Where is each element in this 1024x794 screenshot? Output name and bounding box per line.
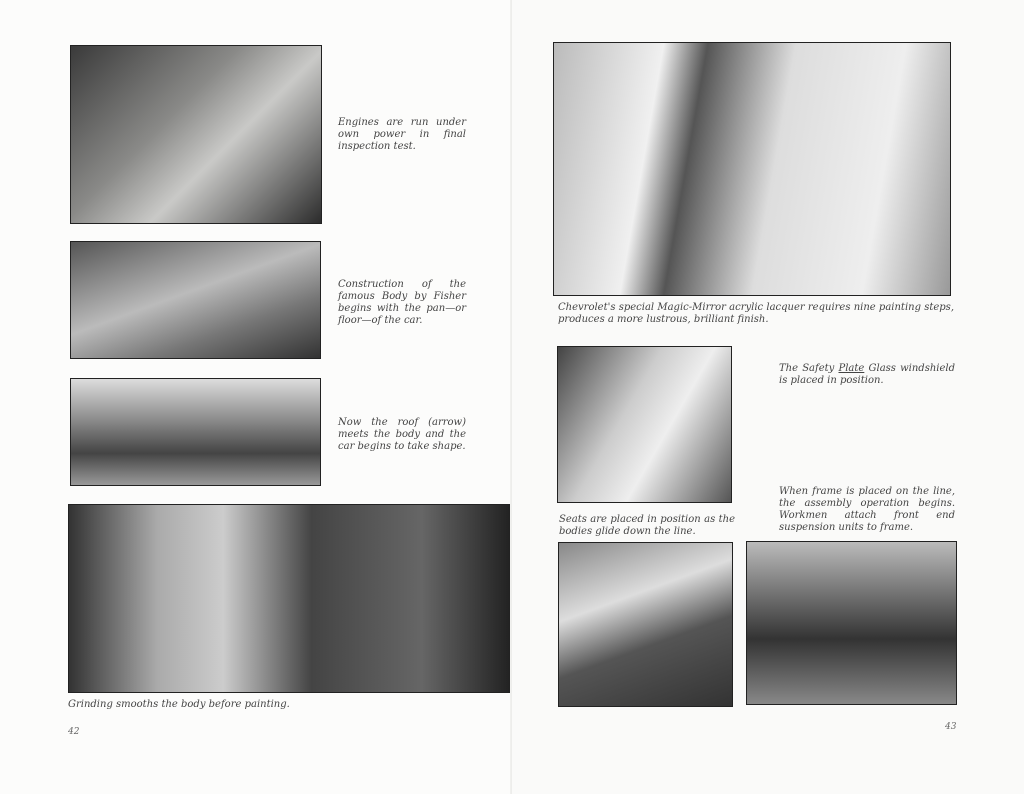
caption-windshield-plate: Plate bbox=[838, 363, 865, 374]
caption-grinding: Grinding smooths the body before painting. bbox=[68, 699, 290, 710]
photo-roof-meets-body bbox=[70, 378, 321, 486]
page-number-left: 42 bbox=[68, 727, 80, 737]
photo-body-pan bbox=[70, 241, 321, 359]
caption-frame: When frame is placed on the line, the assembly operation begins. Workmen attach front end suspension units to frame. bbox=[779, 486, 955, 533]
photo-grinding bbox=[68, 504, 511, 693]
caption-windshield-c: Glass windshield is placed in position. bbox=[779, 363, 955, 386]
page-number-right: 43 bbox=[945, 722, 957, 732]
caption-roof: Now the roof (arrow) meets the body and the car begins to take shape. bbox=[338, 417, 466, 452]
photo-windshield bbox=[557, 346, 732, 503]
caption-lacquer: Chevrolet's special Magic-Mirror acrylic lacquer requires nine painting steps, produces a more lustrous, brilliant finish. bbox=[558, 302, 954, 325]
photo-painting bbox=[553, 42, 951, 296]
right-page bbox=[512, 0, 1024, 794]
photo-engine-test bbox=[70, 45, 322, 224]
photo-seats-line bbox=[558, 542, 733, 707]
caption-construction: Construction of the famous Body by Fisher begins with the pan—or floor—of the car. bbox=[338, 279, 466, 326]
caption-windshield-a: The Safety bbox=[779, 363, 835, 374]
photo-frame-assembly bbox=[746, 541, 957, 705]
caption-windshield bbox=[779, 363, 955, 387]
caption-engines: Engines are run under own power in final inspection test. bbox=[338, 117, 466, 152]
caption-seats: Seats are placed in position as the bodies glide down the line. bbox=[559, 514, 735, 537]
